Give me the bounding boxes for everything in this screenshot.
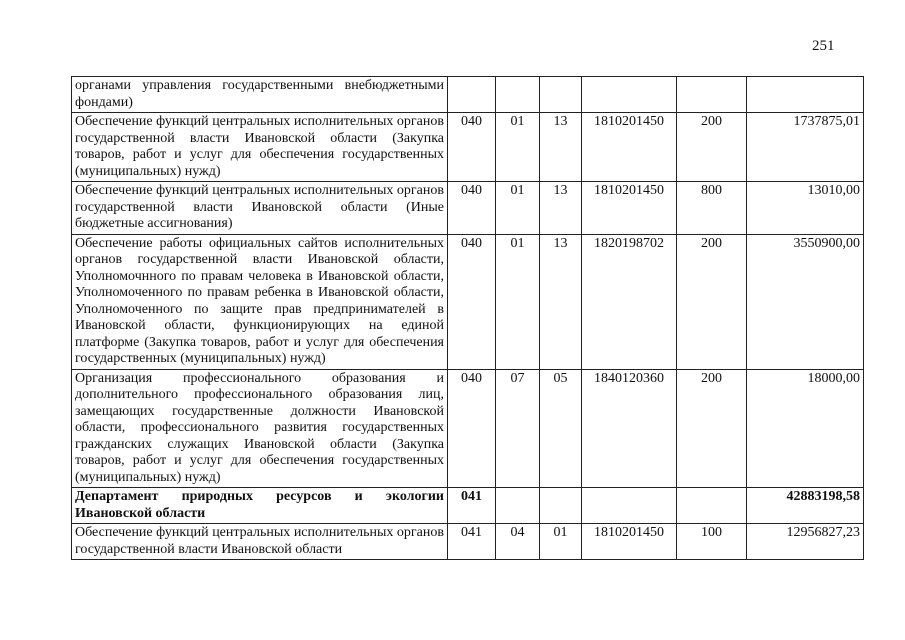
table-row	[72, 113, 864, 182]
subsection-code-cell: 13	[540, 182, 582, 235]
target-article-cell	[582, 77, 677, 113]
subsection-code-cell: 01	[540, 524, 582, 560]
row-name-cell: Обеспечение функций центральных исполнительных органов государственной власти Ивановской области (Закупка товаров, работ и услуг для обеспечения государственных (муниципальных) нужд)	[72, 113, 448, 182]
amount-cell: 12956827,23	[747, 524, 864, 560]
section-code-cell: 01	[496, 182, 540, 235]
budget-table	[71, 76, 864, 560]
target-article-cell: 1820198702	[582, 234, 677, 369]
ministry-code-cell: 040	[448, 113, 496, 182]
section-code-cell: 01	[496, 234, 540, 369]
section-code-cell: 07	[496, 369, 540, 488]
section-code-cell	[496, 488, 540, 524]
subsection-code-cell: 13	[540, 113, 582, 182]
row-name-cell: Обеспечение функций центральных исполнительных органов государственной власти Ивановской области	[72, 524, 448, 560]
subsection-code-cell: 05	[540, 369, 582, 488]
ministry-code-cell	[448, 77, 496, 113]
amount-cell: 1737875,01	[747, 113, 864, 182]
target-article-cell: 1810201450	[582, 113, 677, 182]
row-name-cell: Обеспечение функций центральных исполнительных органов государственной власти Ивановской области (Иные бюджетные ассигнования)	[72, 182, 448, 235]
table-row	[72, 182, 864, 235]
row-name-cell: Обеспечение работы официальных сайтов исполнительных органов государственной власти Ивановской области, Уполномочнного по правам человека в Ивановской области, Уполномоченного по правам ребенка в Ивановской области, Уполномоченного по защите прав предпринимателей в Ивановской области, функционирующих на единой платформе (Закупка товаров, работ и услуг для обеспечения государственных (муниципальных) нужд)	[72, 234, 448, 369]
section-code-cell: 04	[496, 524, 540, 560]
target-article-cell: 1810201450	[582, 524, 677, 560]
subsection-code-cell	[540, 77, 582, 113]
table-row	[72, 77, 864, 113]
amount-cell: 13010,00	[747, 182, 864, 235]
table-row	[72, 488, 864, 524]
amount-cell: 42883198,58	[747, 488, 864, 524]
target-article-cell: 1810201450	[582, 182, 677, 235]
amount-cell: 18000,00	[747, 369, 864, 488]
ministry-code-cell: 040	[448, 369, 496, 488]
target-article-cell: 1840120360	[582, 369, 677, 488]
expense-type-cell: 200	[677, 234, 747, 369]
section-code-cell: 01	[496, 113, 540, 182]
amount-cell	[747, 77, 864, 113]
target-article-cell	[582, 488, 677, 524]
ministry-code-cell: 040	[448, 182, 496, 235]
subsection-code-cell: 13	[540, 234, 582, 369]
expense-type-cell	[677, 77, 747, 113]
row-name-cell: Организация профессионального образования и дополнительного профессионального образования лиц, замещающих государственные должности Ивановской области, профессионального развития государственных гражданских служащих Ивановской области (Закупка товаров, работ и услуг для обеспечения государственных (муниципальных) нужд)	[72, 369, 448, 488]
expense-type-cell: 200	[677, 113, 747, 182]
expense-type-cell: 800	[677, 182, 747, 235]
row-name-cell: органами управления государственными внебюджетными фондами)	[72, 77, 448, 113]
table-row	[72, 369, 864, 488]
ministry-code-cell: 041	[448, 524, 496, 560]
row-name-cell: Департамент природных ресурсов и экологии Ивановской области	[72, 488, 448, 524]
expense-type-cell	[677, 488, 747, 524]
section-code-cell	[496, 77, 540, 113]
table-row	[72, 234, 864, 369]
expense-type-cell: 200	[677, 369, 747, 488]
subsection-code-cell	[540, 488, 582, 524]
ministry-code-cell: 040	[448, 234, 496, 369]
ministry-code-cell: 041	[448, 488, 496, 524]
expense-type-cell: 100	[677, 524, 747, 560]
amount-cell: 3550900,00	[747, 234, 864, 369]
table-row	[72, 524, 864, 560]
page-number: 251	[812, 38, 835, 54]
